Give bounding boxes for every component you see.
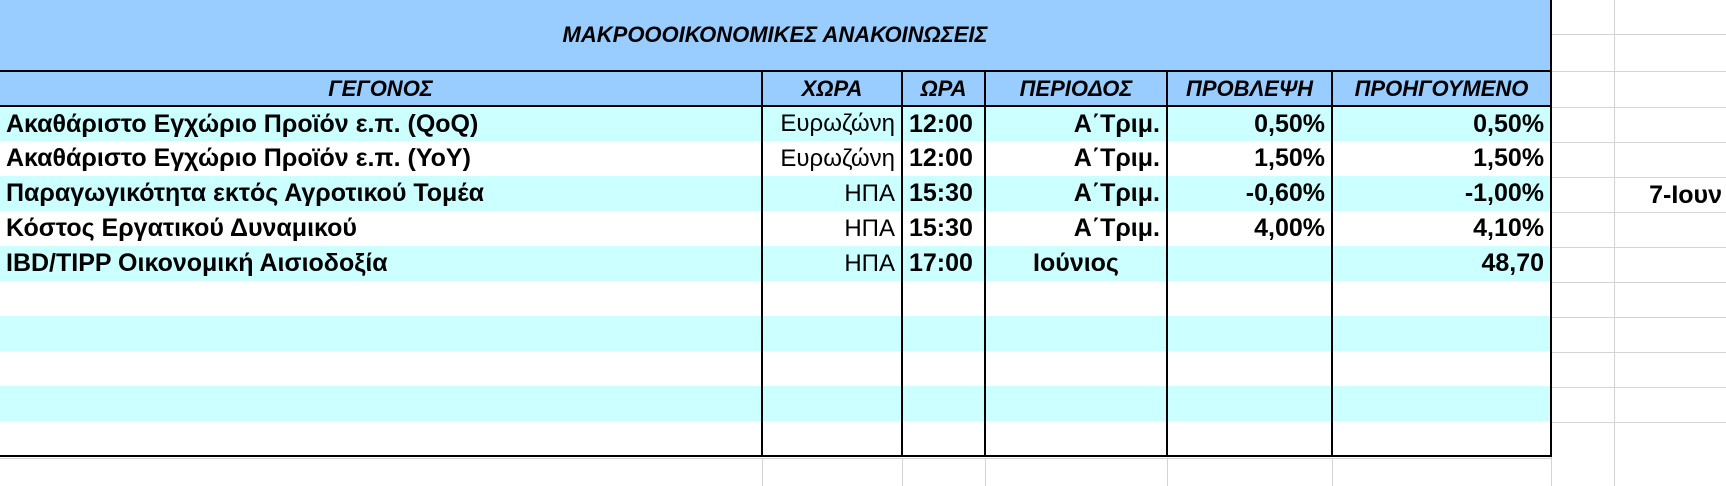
grid-line	[1167, 458, 1168, 486]
cell-event[interactable]: Ακαθάριστο Εγχώριο Προϊόν ε.π. (QoQ)	[0, 106, 762, 141]
column-header-previous[interactable]: ΠΡΟΗΓΟΥΜΕΝΟ	[1332, 71, 1551, 106]
cell-previous[interactable]: 4,10%	[1332, 211, 1551, 246]
cell-country[interactable]: ΗΠΑ	[762, 211, 902, 246]
column-header-forecast[interactable]: ΠΡΟΒΛΕΨΗ	[1167, 71, 1332, 106]
cell-time[interactable]: 15:30	[902, 211, 985, 246]
cell-forecast[interactable]	[1167, 351, 1332, 386]
cell-country[interactable]: ΗΠΑ	[762, 246, 902, 281]
cell-time[interactable]	[902, 316, 985, 351]
cell-country[interactable]	[762, 316, 902, 351]
grid-line	[1332, 458, 1333, 486]
table-title[interactable]: ΜΑΚΡΟΟΟΙΚΟΝΟΜΙΚΕΣ ΑΝΑΚΟΙΝΩΣΕΙΣ	[0, 0, 1551, 71]
cell-event[interactable]: Κόστος Εργατικού Δυναμικού	[0, 211, 762, 246]
cell-forecast[interactable]	[1167, 246, 1332, 281]
grid-line	[1551, 177, 1726, 178]
table-row	[0, 176, 1551, 211]
cell-forecast[interactable]: 1,50%	[1167, 141, 1332, 176]
grid-line	[1551, 142, 1726, 143]
table-row	[0, 316, 1551, 351]
grid-line	[0, 458, 1551, 459]
cell-previous[interactable]	[1332, 316, 1551, 351]
cell-forecast[interactable]	[1167, 281, 1332, 316]
cell-previous[interactable]: -1,00%	[1332, 176, 1551, 211]
grid-line	[1551, 247, 1726, 248]
cell-event[interactable]	[0, 316, 762, 351]
cell-country[interactable]	[762, 351, 902, 386]
column-header-time[interactable]: ΩΡΑ	[902, 71, 985, 106]
grid-line	[1551, 34, 1726, 35]
cell-period[interactable]	[985, 281, 1167, 316]
cell-event[interactable]	[0, 421, 762, 456]
cell-country[interactable]: Ευρωζώνη	[762, 141, 902, 176]
cell-forecast[interactable]	[1167, 421, 1332, 456]
cell-period[interactable]: Α΄Τριμ.	[985, 106, 1167, 141]
cell-time[interactable]	[902, 386, 985, 421]
cell-period[interactable]	[985, 386, 1167, 421]
cell-forecast[interactable]	[1167, 386, 1332, 421]
table-row	[0, 386, 1551, 421]
cell-time[interactable]: 12:00	[902, 106, 985, 141]
grid-line	[1551, 422, 1726, 423]
column-header-country[interactable]: ΧΩΡΑ	[762, 71, 902, 106]
grid-line	[1551, 212, 1726, 213]
grid-line	[1614, 0, 1615, 486]
cell-event[interactable]	[0, 351, 762, 386]
table-row	[0, 281, 1551, 316]
table-row	[0, 351, 1551, 386]
table-row	[0, 106, 1551, 141]
cell-previous[interactable]	[1332, 351, 1551, 386]
grid-line	[1551, 352, 1726, 353]
cell-period[interactable]	[985, 316, 1167, 351]
cell-forecast[interactable]: -0,60%	[1167, 176, 1332, 211]
cell-forecast[interactable]: 4,00%	[1167, 211, 1332, 246]
cell-event[interactable]: Παραγωγικότητα εκτός Αγροτικού Τομέα	[0, 176, 762, 211]
cell-country[interactable]	[762, 281, 902, 316]
cell-previous[interactable]: 1,50%	[1332, 141, 1551, 176]
cell-event[interactable]	[0, 386, 762, 421]
cell-time[interactable]: 17:00	[902, 246, 985, 281]
cell-country[interactable]: ΗΠΑ	[762, 176, 902, 211]
grid-line	[1551, 282, 1726, 283]
cell-previous[interactable]	[1332, 421, 1551, 456]
cell-period[interactable]: Ιούνιος	[985, 246, 1167, 281]
grid-line	[762, 458, 763, 486]
table-row	[0, 141, 1551, 176]
cell-previous[interactable]	[1332, 386, 1551, 421]
grid-line	[985, 458, 986, 486]
column-header-event[interactable]: ΓΕΓΟΝΟΣ	[0, 71, 762, 106]
grid-line	[1551, 317, 1726, 318]
cell-forecast[interactable]	[1167, 316, 1332, 351]
cell-period[interactable]	[985, 351, 1167, 386]
cell-event[interactable]: IBD/TIPP Οικονομική Αισιοδοξία	[0, 246, 762, 281]
cell-previous[interactable]	[1332, 281, 1551, 316]
cell-time[interactable]: 15:30	[902, 176, 985, 211]
cell-period[interactable]	[985, 421, 1167, 456]
cell-time[interactable]	[902, 421, 985, 456]
column-header-period[interactable]: ΠΕΡΙΟΔΟΣ	[985, 71, 1167, 106]
header-row	[0, 71, 1551, 106]
cell-previous[interactable]: 48,70	[1332, 246, 1551, 281]
cell-country[interactable]	[762, 386, 902, 421]
title-row	[0, 0, 1551, 71]
cell-event[interactable]	[0, 281, 762, 316]
cell-country[interactable]	[762, 421, 902, 456]
grid-line	[902, 458, 903, 486]
cell-period[interactable]: Α΄Τριμ.	[985, 211, 1167, 246]
cell-country[interactable]: Ευρωζώνη	[762, 106, 902, 141]
table-row	[0, 246, 1551, 281]
cell-time[interactable]	[902, 351, 985, 386]
side-date-cell[interactable]: 7-Ιουν	[1649, 181, 1722, 209]
cell-period[interactable]: Α΄Τριμ.	[985, 141, 1167, 176]
table-row	[0, 211, 1551, 246]
cell-event[interactable]: Ακαθάριστο Εγχώριο Προϊόν ε.π. (YoY)	[0, 141, 762, 176]
grid-line	[1551, 71, 1726, 72]
grid-line	[1551, 107, 1726, 108]
cell-time[interactable]	[902, 281, 985, 316]
cell-forecast[interactable]: 0,50%	[1167, 106, 1332, 141]
cell-previous[interactable]: 0,50%	[1332, 106, 1551, 141]
grid-line	[1551, 387, 1726, 388]
cell-time[interactable]: 12:00	[902, 141, 985, 176]
table-row	[0, 421, 1551, 456]
cell-period[interactable]: Α΄Τριμ.	[985, 176, 1167, 211]
